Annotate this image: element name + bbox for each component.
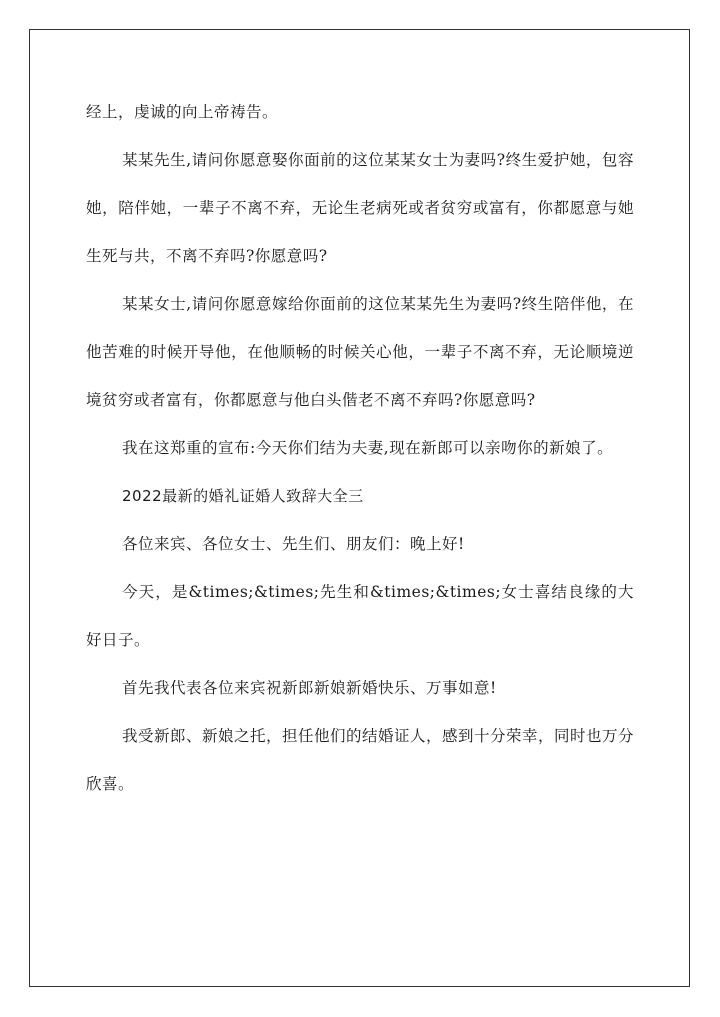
paragraph-6: 各位来宾、各位女士、先生们、朋友们：晚上好!	[122, 535, 465, 553]
paragraph-7: 今天，是&times;&times;先生和&times;&times;女士喜结良缘的大好日子。	[86, 583, 634, 649]
paragraph-8: 首先我代表各位来宾祝新郎新娘新婚快乐、万事如意!	[122, 679, 497, 697]
paragraph-2: 某某先生,请问你愿意娶你面前的这位某某女士为妻吗?终生爱护她，包容她，陪伴她，一辈子不离不弃，无论生老病死或者贫穷或富有，你都愿意与她生死与共，不离不弃吗?你愿意吗?	[86, 151, 634, 265]
paragraph-1: 经上，虔诚的向上帝祷告。	[86, 103, 279, 121]
document-body	[86, 88, 634, 808]
paragraph-3: 某某女士,请问你愿意嫁给你面前的这位某某先生为妻吗?终生陪伴他，在他苦难的时候开导他，在他顺畅的时候关心他，一辈子不离不弃，无论顺境逆境贫穷或者富有，你都愿意与他白头偕老不离不弃吗?你愿意吗?	[86, 295, 634, 409]
paragraph-4: 我在这郑重的宣布:今天你们结为夫妻,现在新郎可以亲吻你的新娘了。	[122, 439, 614, 457]
section-heading: 2022最新的婚礼证婚人致辞大全三	[122, 487, 364, 505]
paragraph-9: 我受新郎、新娘之托，担任他们的结婚证人，感到十分荣幸，同时也万分欣喜。	[86, 727, 635, 793]
